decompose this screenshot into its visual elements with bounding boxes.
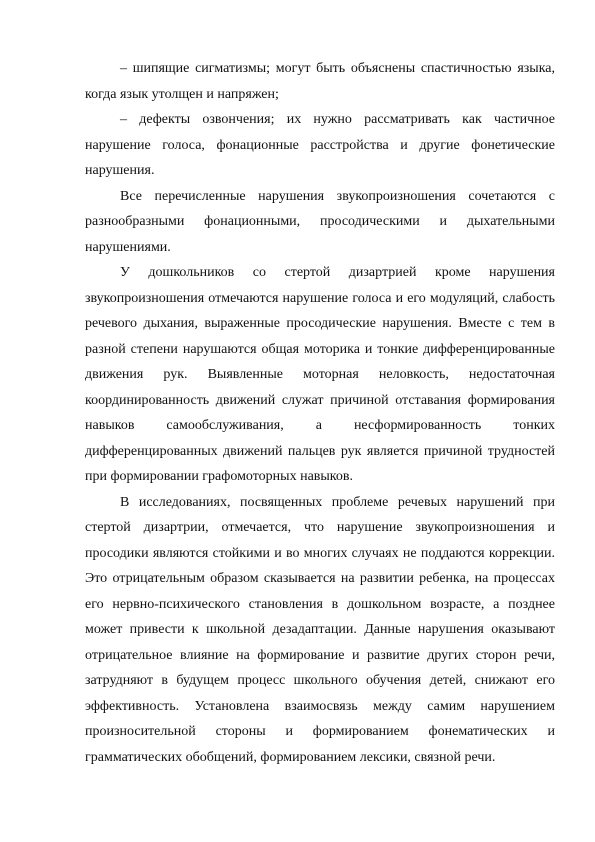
paragraph-combined-disorders: Все перечисленные нарушения звукопроизношения сочетаются с разнообразными фонационными, просодическими и дыхательными нарушениями. <box>85 188 555 255</box>
paragraph-hissing-sigmatisms: – шипящие сигматизмы; могут быть объяснены спастичностью языка, когда язык утолщен и напряжен; <box>85 61 555 102</box>
paragraph-voicing-defects: – дефекты озвончения; их нужно рассматривать как частичное нарушение голоса, фонационные расстройства и другие фонетические нарушения. <box>85 112 555 178</box>
document-body <box>85 56 555 770</box>
paragraph-research: В исследованиях, посвященных проблеме речевых нарушений при стертой дизартрии, отмечается, что нарушение звукопроизношения и просодики являются стойкими и во многих случаях не поддаются коррекции. Это отрицательным образом сказывается на развитии ребенка, на процессах его нервно-психического становления в дошкольном возрасте, а позднее может привести к школьной дезадаптации. Данные нарушения оказывают отрицательное влияние на формирование и развитие других сторон речи, затрудняют в будущем процесс школьного обучения детей, снижают его эффективность. Установлена взаимосвязь между самим нарушением произносительной стороны и формированием фонематических и грамматических обобщений, формированием лексики, связной речи. <box>85 494 555 765</box>
paragraph-preschoolers: У дошкольников со стертой дизартрией кроме нарушения звукопроизношения отмечаются нарушение голоса и его модуляций, слабость речевого дыхания, выраженные просодические нарушения. Вместе с тем в разной степени нарушаются общая моторика и тонкие дифференцированные движения рук. Выявленные моторная неловкость, недостаточная координированность движений служат причиной отставания формирования навыков самообслуживания, а несформированность тонких дифференцированных движений пальцев рук является причиной трудностей при формировании графомоторных навыков. <box>85 265 555 484</box>
